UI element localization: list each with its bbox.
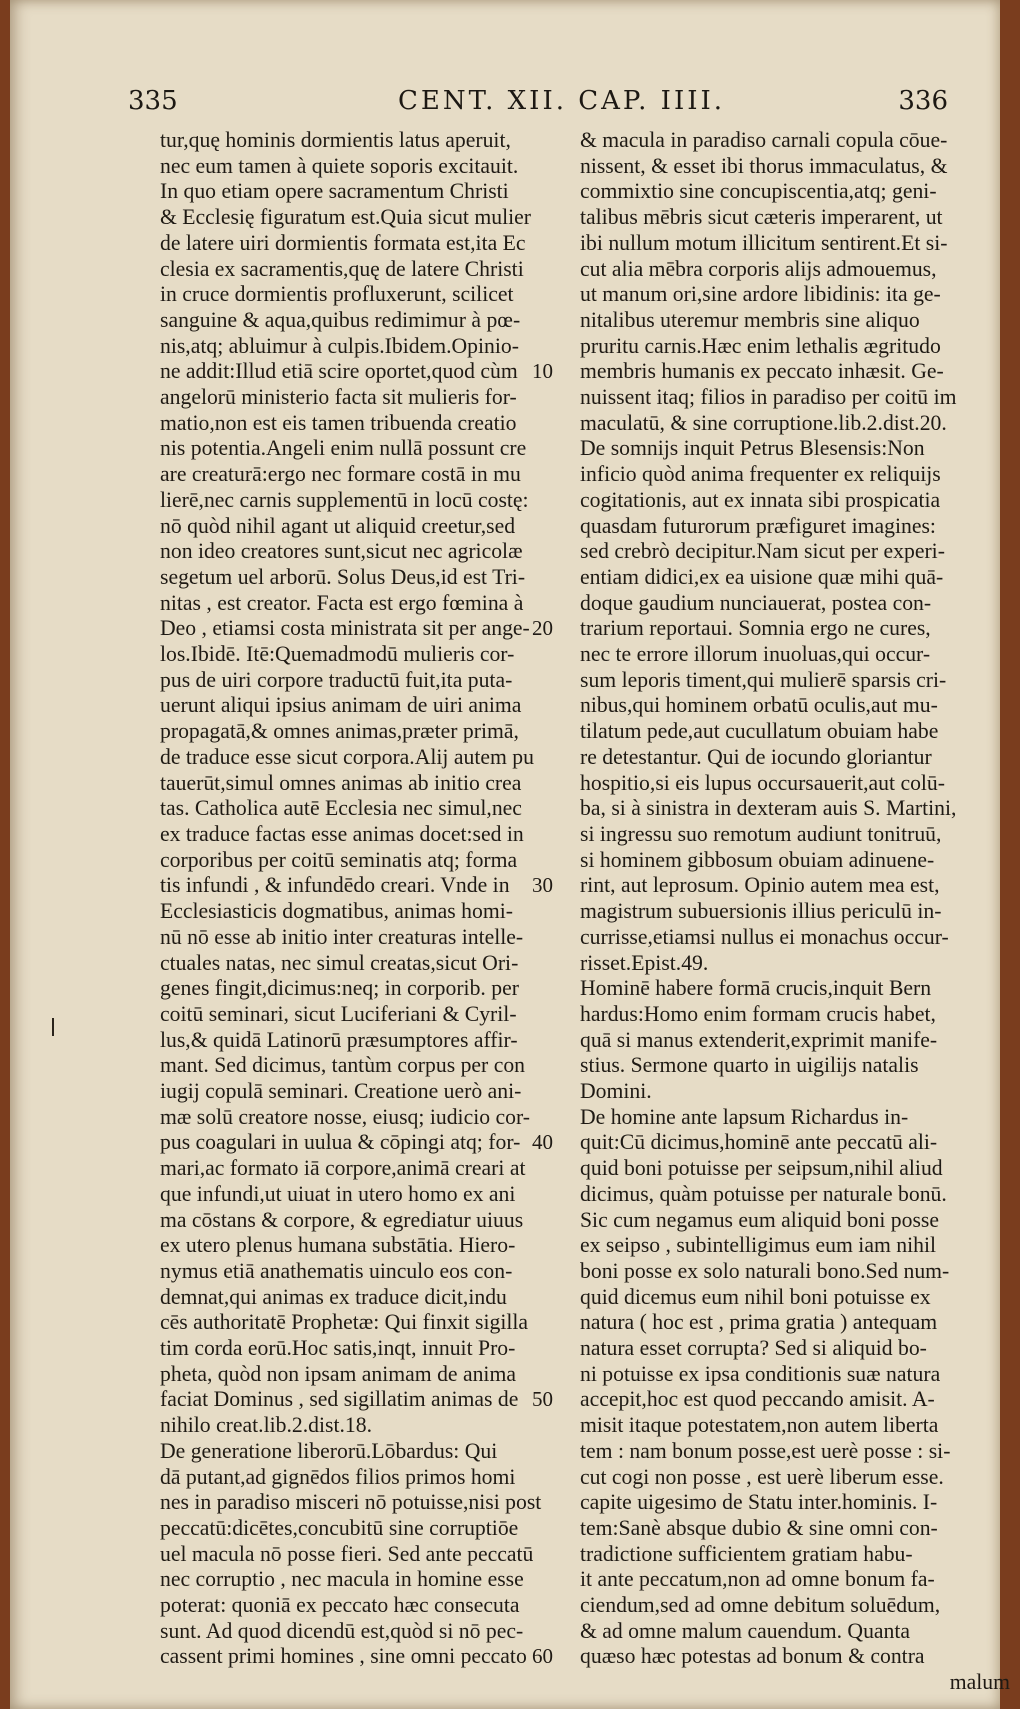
text-line: mari,ac formato iā corpore,animā creari at (160, 1156, 526, 1181)
text-line: nitalibus uteremur membris sine aliquo (580, 307, 920, 332)
text-line: ex traduce factas esse animas docet:sed in (160, 821, 524, 846)
text-line: magistrum subuersionis illius periculū in- (580, 899, 942, 924)
text-line: ex utero plenus humana substātia. Hiero- (160, 1233, 516, 1258)
text-line: cassent primi homines , sine omni peccato (160, 1644, 527, 1669)
text-line: matio,non est eis tamen tribuenda creatio (160, 410, 517, 435)
text-line: risset.Epist.49. (580, 950, 709, 975)
text-line: membris humanis ex peccato inhæsit. Ge- (580, 359, 944, 384)
text-line: quasdam futurorum præfiguret imagines: (580, 513, 936, 538)
text-line: uerunt aliqui ipsius animam de uiri anima (160, 693, 522, 718)
text-line: trarium reportaui. Somnia ergo ne cures, (580, 616, 931, 641)
text-line: Sic cum negamus eum aliquid boni posse (580, 1207, 939, 1232)
text-line: ibi nullum motum illicitum sentirent.Et si- (580, 230, 948, 255)
margin-mark (52, 1018, 54, 1036)
text-line: de traduce esse sicut corpora.Alij autem pu (160, 744, 534, 769)
text-line: nec eum tamen à quiete soporis excitauit. (160, 153, 519, 178)
text-line: natura ( hoc est , prima gratia ) antequam (580, 1310, 938, 1335)
text-line: rint, aut leprosum. Opinio autem mea est, (580, 873, 940, 898)
text-line: & macula in paradiso carnali copula cōue- (580, 128, 948, 152)
text-line: natura esset corrupta? Sed si aliquid bo- (580, 1336, 927, 1361)
text-line: nissent, & esset ibi thorus immaculatus, & (580, 153, 948, 178)
text-line: maculatū, & sine corruptione.lib.2.dist.20. (580, 410, 947, 435)
text-line: nec corruptio , nec macula in homine esse (160, 1567, 524, 1592)
text-line: sanguine & aqua,quibus redimimur à pœ- (160, 307, 521, 332)
line-number: 60 (532, 1644, 553, 1669)
text-line: ba, si à sinistra in dexteram auis S. Martini, (580, 796, 957, 821)
text-line: stius. Sermone quarto in uigilijs natalis (580, 1053, 919, 1078)
text-line: uel macula nō posse fieri. Sed ante peccatū (160, 1541, 534, 1566)
text-line: nū nō esse ab initio inter creaturas intelle- (160, 924, 524, 949)
page-number-right: 336 (898, 86, 948, 116)
running-header (128, 86, 948, 126)
text-line: inficio quòd anima frequenter ex reliquijs (580, 462, 941, 487)
text-line: si ingressu suo remotum audiunt tonitruū, (580, 821, 942, 846)
text-line: nibus,qui hominem orbatū oculis,aut mu- (580, 693, 938, 718)
text-line: de latere uiri dormientis formata est,ita Ec (160, 230, 526, 255)
text-line: sunt. Ad quod dicendū est,quòd si nō pec- (160, 1618, 524, 1643)
text-line: iugij copulā seminari. Creatione uerò ani- (160, 1079, 522, 1104)
text-line: cogitationis, aut ex innata sibi prospicatia (580, 487, 941, 512)
text-line: boni posse ex solo naturali bono.Sed num- (580, 1258, 950, 1283)
text-line: nitas , est creator. Facta est ergo fœmina à (160, 590, 524, 615)
text-line: quā si manus extenderit,exprimit manife- (580, 1027, 938, 1052)
text-line: Ecclesiasticis dogmatibus, animas homi- (160, 899, 513, 924)
text-line: commixtio sine concupiscentia,atq; geni- (580, 179, 937, 204)
text-line: corporibus per coitū seminatis atq; forma (160, 847, 518, 872)
text-line: in cruce dormientis profluxerunt, scilicet (160, 282, 514, 307)
text-line: it ante peccatum,non ad omne bonum fa- (580, 1567, 935, 1592)
text-line: are creaturā:ergo nec formare costā in mu (160, 462, 521, 487)
text-line: cēs authoritatē Prophetæ: Qui finxit sigilla (160, 1310, 529, 1335)
text-line: tem:Sanè absque dubio & sine omni con- (580, 1515, 938, 1540)
line-number: 40 (532, 1130, 553, 1155)
line-number: 10 (532, 359, 553, 384)
text-line: quit:Cū dicimus,hominē ante peccatū ali- (580, 1130, 938, 1155)
text-line: & ad omne malum cauendum. Quanta (580, 1618, 911, 1643)
text-line: nis,atq; abluimur à culpis.Ibidem.Opinio- (160, 333, 519, 358)
text-line: nihilo creat.lib.2.dist.18. (160, 1413, 373, 1438)
text-line: poterat: quoniā ex peccato hæc consecuta (160, 1593, 520, 1618)
text-line: hardus:Homo enim formam crucis habet, (580, 1001, 936, 1026)
text-line: cut cogi non posse , est uerè liberum esse. (580, 1464, 944, 1489)
right-text-column (580, 128, 1020, 1696)
text-line: tauerūt,simul omnes animas ab initio crea (160, 770, 522, 795)
text-line: coitū seminari, sicut Luciferiani & Cyril- (160, 1001, 517, 1026)
text-line: malum (949, 1670, 1010, 1695)
text-line: lierē,nec carnis supplementū in locū costę: (160, 487, 529, 512)
text-line: pheta, quòd non ipsam animam de anima (160, 1361, 516, 1386)
text-line: mant. Sed dicimus, tantùm corpus per con (160, 1053, 526, 1078)
running-title: CENT. XII. CAP. IIII. (398, 86, 726, 116)
text-line: De generatione liberorū.Lōbardus: Qui (160, 1438, 498, 1463)
text-line: quæso hæc potestas ad bonum & contra (580, 1644, 925, 1669)
text-line: peccatū:dicētes,concubitū sine corruptiōe (160, 1515, 519, 1540)
text-line: tradictione sufficientem gratiam habu- (580, 1541, 913, 1566)
line-number: 30 (532, 873, 553, 898)
text-line: tem : nam bonum posse,est uerè posse : si- (580, 1438, 951, 1463)
text-line: cut alia mēbra corporis alijs admouemus, (580, 256, 937, 281)
text-line: misit itaque potestatem,non autem liberta (580, 1413, 939, 1438)
text-line: genes fingit,dicimus:neq; in corporib. per (160, 976, 519, 1001)
text-line: ctuales natas, nec simul creatas,sicut Ori- (160, 950, 519, 975)
text-line: nō quòd nihil agant ut aliquid creetur,sed (160, 513, 516, 538)
text-line: Hominē habere formā crucis,inquit Bern (580, 976, 932, 1001)
text-line: quid boni potuisse per seipsum,nihil aliud (580, 1156, 943, 1181)
text-line: accepit,hoc est quod peccando amisit. A- (580, 1387, 935, 1412)
text-line: dicimus, quàm potuisse per naturale bonū. (580, 1181, 947, 1206)
text-line: ma cōstans & corpore, & egrediatur uiuus (160, 1207, 524, 1232)
text-line: pus coagulari in uulua & cōpingi atq; for- (160, 1130, 521, 1155)
text-line: sed crebrò decipitur.Nam sicut per experi- (580, 539, 945, 564)
text-line: dā putant,ad gignēdos filios primos homi (160, 1464, 516, 1489)
text-line: demnat,qui animas ex traduce dicit,indu (160, 1284, 507, 1309)
text-line: ex seipso , subintelligimus eum iam nihil (580, 1233, 937, 1258)
text-line: sum leporis timent,qui mulierē sparsis cri- (580, 667, 947, 692)
text-line: los.Ibidē. Itē:Quemadmodū mulieris cor- (160, 642, 515, 667)
line-number: 50 (532, 1387, 553, 1412)
text-line: angelorū ministerio facta sit mulieris for- (160, 385, 517, 410)
text-line: pus de uiri corpore traductū fuit,ita puta- (160, 667, 513, 692)
text-line: ciendum,sed ad omne debitum soluēdum, (580, 1593, 941, 1618)
text-line: entiam didici,ex ea uisione quæ mihi quā- (580, 564, 944, 589)
text-line: tilatum pede,aut cucullatum obuiam habe (580, 719, 939, 744)
text-line: Deo , etiamsi costa ministrata sit per ange- (160, 616, 530, 641)
text-line: & Ecclesię figuratum est.Quia sicut mulier (160, 205, 531, 230)
text-line: re detestantur. Qui de iocundo gloriantur (580, 744, 932, 769)
text-line: clesia ex sacramentis,quę de latere Christi (160, 256, 524, 281)
text-line: tur,quę hominis dormientis latus aperuit, (160, 128, 511, 152)
page-number-left: 335 (128, 86, 178, 116)
text-line: Domini. (580, 1079, 652, 1104)
text-line: ne addit:Illud etiā scire oportet,quod cùm (160, 359, 518, 384)
text-line: In quo etiam opere sacramentum Christi (160, 179, 509, 204)
text-line: tis infundi , & infundēdo creari. Vnde in (160, 873, 510, 898)
text-line: si hominem gibbosum obuiam adinuene- (580, 847, 935, 872)
text-line: segetum uel arborū. Solus Deus,id est Tri- (160, 564, 526, 589)
text-line: capite uigesimo de Statu inter.hominis. I- (580, 1490, 938, 1515)
text-line: nuissent itaq; filios in paradiso per coitū im (580, 385, 957, 410)
text-line: doque gaudium nunciauerat, postea con- (580, 590, 932, 615)
text-line: talibus mēbris sicut cæteris imperarent, ut (580, 205, 943, 230)
text-line: propagatā,& omnes animas,præter primā, (160, 719, 519, 744)
text-line: ut manum ori,sine ardore libidinis: ita ge- (580, 282, 941, 307)
text-line: que infundi,ut uiuat in utero homo ex ani (160, 1181, 516, 1206)
text-line: De homine ante lapsum Richardus in- (580, 1104, 909, 1129)
book-page (10, 0, 1010, 1709)
text-line: nis potentia.Angeli enim nullā possunt cre (160, 436, 527, 461)
text-line: pruritu carnis.Hæc enim lethalis ægritudo (580, 333, 941, 358)
text-line: tim corda eorū.Hoc satis,inqt, innuit Pro- (160, 1336, 516, 1361)
text-line: lus,& quidā Latinorū præsumptores affir- (160, 1027, 518, 1052)
text-line: tas. Catholica autē Ecclesia nec simul,nec (160, 796, 522, 821)
text-line: mæ solū creatore nosse, eiusq; iudicio cor- (160, 1104, 530, 1129)
text-line: ni potuisse ex ipsa conditionis suæ natura (580, 1361, 941, 1386)
text-line: currisse,etiamsi nullus ei monachus occur- (580, 924, 949, 949)
text-line: hospitio,si eis lupus occursauerit,aut colū- (580, 770, 946, 795)
text-line: nes in paradiso misceri nō potuisse,nisi post (160, 1490, 542, 1515)
text-line: nymus etiā anathematis uinculo eos con- (160, 1258, 513, 1283)
line-number: 20 (532, 616, 553, 641)
text-line: nec te errore illorum inuoluas,qui occur- (580, 642, 931, 667)
text-line: faciat Dominus , sed sigillatim animas de (160, 1387, 519, 1412)
text-line: quid dicemus eum nihil boni potuisse ex (580, 1284, 931, 1309)
text-line: De somnijs inquit Petrus Blesensis:Non (580, 436, 925, 461)
text-line: non ideo creatores sunt,sicut nec agricolæ (160, 539, 523, 564)
